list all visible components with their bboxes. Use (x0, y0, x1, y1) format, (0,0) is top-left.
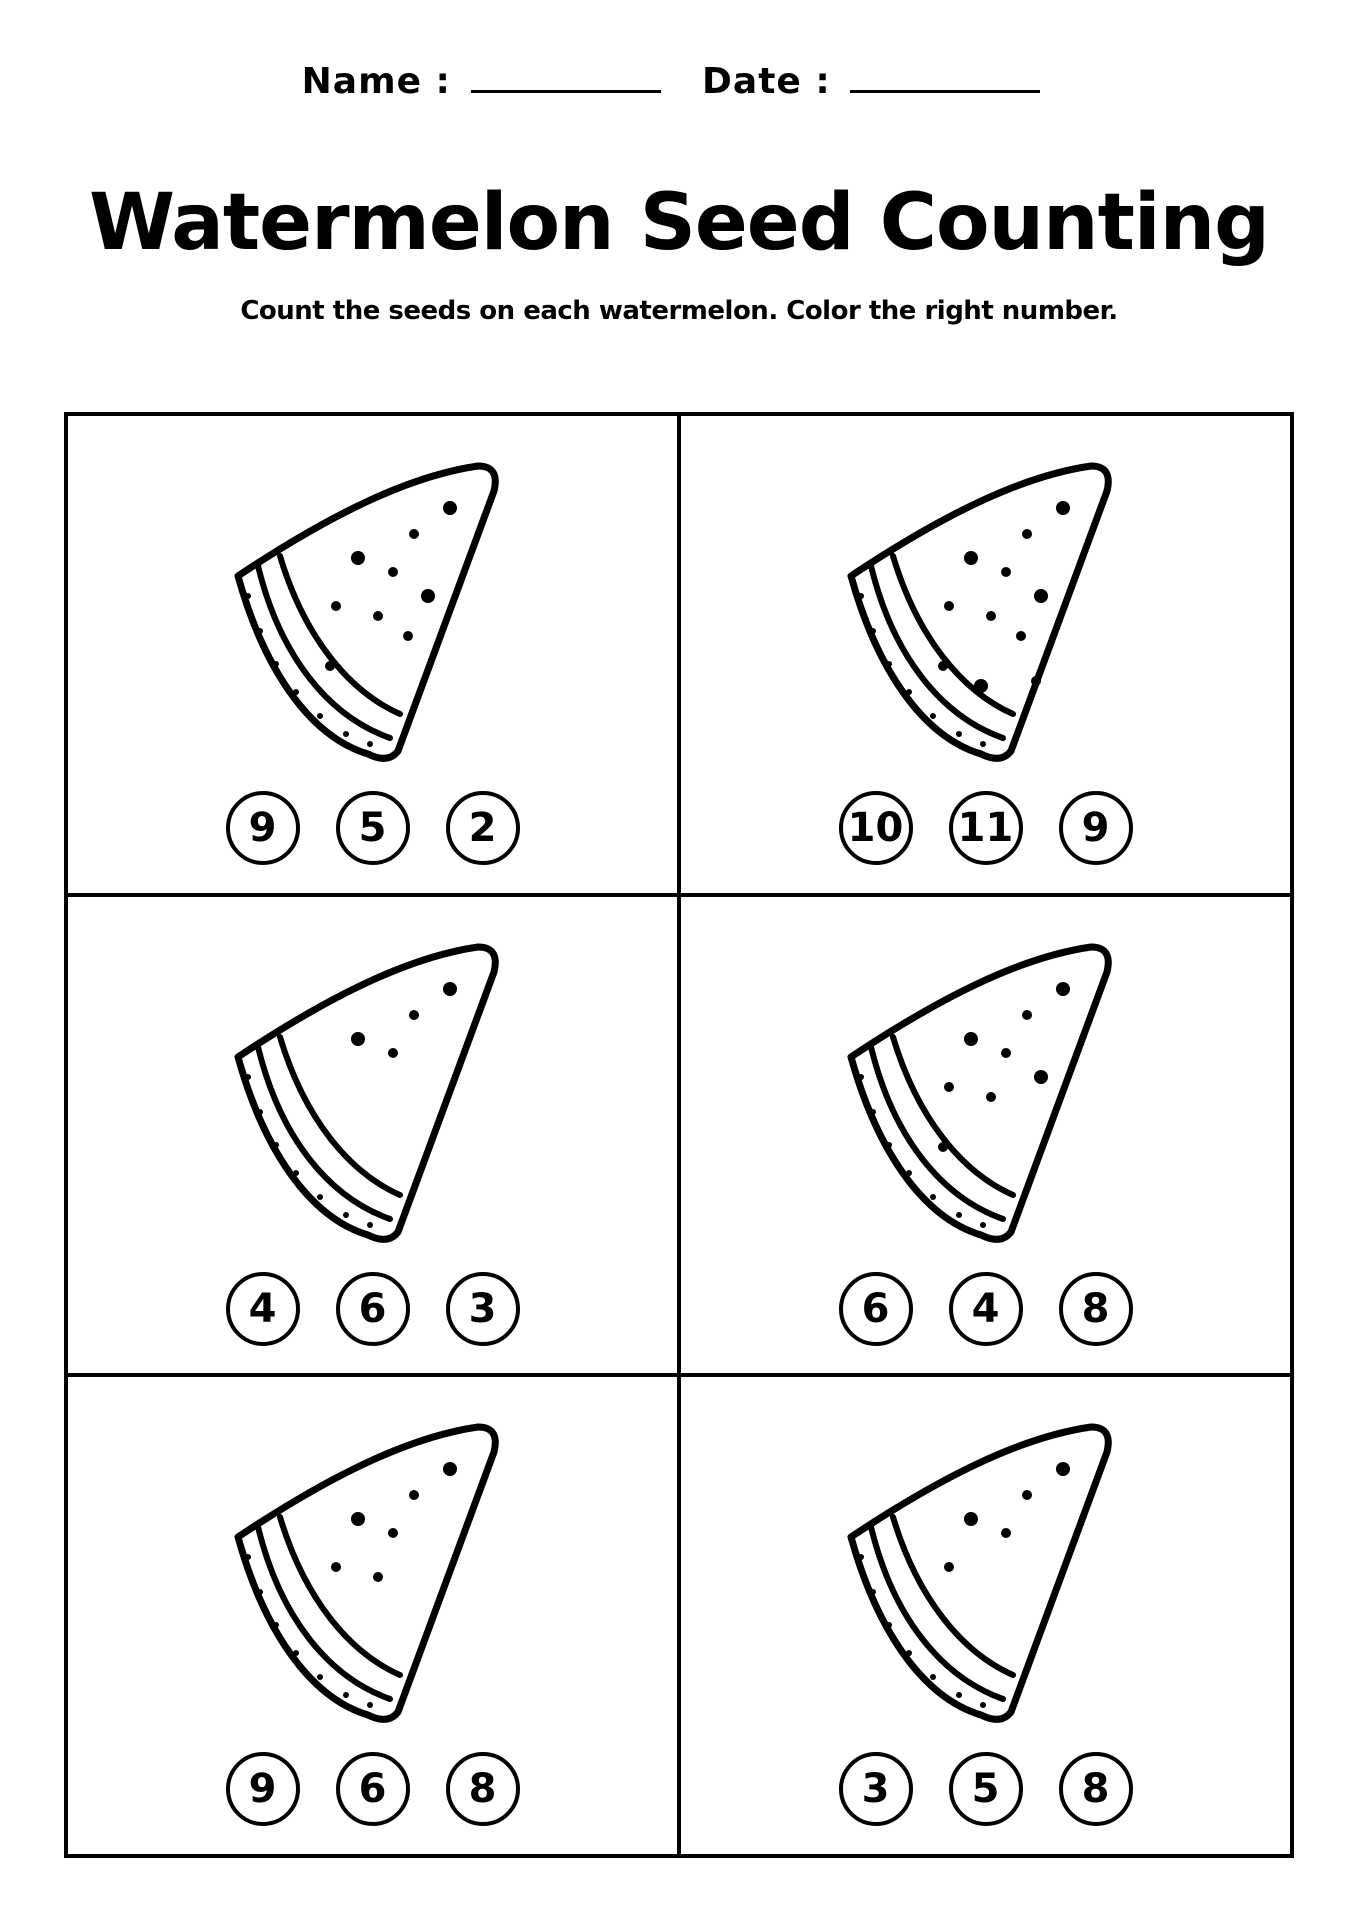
seed-dot (938, 1142, 948, 1152)
choice-circle[interactable]: 9 (1059, 791, 1133, 865)
seed-dot (1034, 1070, 1048, 1084)
instructions: Count the seeds on each watermelon. Color the right number. (240, 296, 1118, 326)
seed-dot (1001, 567, 1011, 577)
seed-dot (1022, 1010, 1032, 1020)
seed-dot (443, 1462, 457, 1476)
seed-dot (331, 601, 341, 611)
seed-dot (974, 679, 988, 693)
choice-circle[interactable]: 9 (226, 791, 300, 865)
seed-dot (1022, 529, 1032, 539)
seed-dot (351, 1512, 365, 1526)
choice-circle[interactable]: 5 (949, 1752, 1023, 1826)
seed-dot (373, 1572, 383, 1582)
seed-dot (409, 529, 419, 539)
watermelon-slice-icon (218, 446, 518, 776)
seed-dot (964, 551, 978, 565)
seed-dot (1031, 676, 1041, 686)
seed-dot (1056, 982, 1070, 996)
date-label: Date : (702, 61, 831, 102)
watermelon-slice-icon (831, 927, 1131, 1257)
seed-dot (1001, 1048, 1011, 1058)
name-label: Name : (301, 61, 451, 102)
choice-row (68, 791, 677, 865)
seed-dot (1056, 1462, 1070, 1476)
seed-dot (1056, 501, 1070, 515)
card-3 (68, 895, 679, 1374)
choice-circle[interactable]: 4 (226, 1272, 300, 1346)
seed-dot (944, 601, 954, 611)
seed-dot (986, 611, 996, 621)
seed-dot (1022, 1490, 1032, 1500)
card-6 (679, 1375, 1290, 1854)
seed-dot (409, 1010, 419, 1020)
choice-row (681, 1272, 1290, 1346)
seed-dot (944, 1082, 954, 1092)
name-field[interactable] (471, 60, 661, 93)
watermelon-slice-icon (831, 1407, 1131, 1737)
seed-dot (421, 589, 435, 603)
seed-dot (1001, 1528, 1011, 1538)
choice-row (681, 1752, 1290, 1826)
seed-dot (443, 982, 457, 996)
card-1 (68, 416, 679, 895)
choice-circle[interactable]: 6 (336, 1272, 410, 1346)
seed-dot (351, 1032, 365, 1046)
seed-dot (944, 1562, 954, 1572)
watermelon-slice-icon (218, 927, 518, 1257)
choice-circle[interactable]: 5 (336, 791, 410, 865)
seed-dot (938, 661, 948, 671)
card-4 (679, 895, 1290, 1374)
seed-dot (443, 501, 457, 515)
page-title: Watermelon Seed Counting (89, 178, 1269, 268)
seed-dot (403, 631, 413, 641)
seed-dot (388, 567, 398, 577)
choice-circle[interactable]: 11 (949, 791, 1023, 865)
card-2 (679, 416, 1290, 895)
choice-circle[interactable]: 2 (446, 791, 520, 865)
watermelon-slice-icon (831, 446, 1131, 776)
choice-circle[interactable]: 4 (949, 1272, 1023, 1346)
seed-dot (331, 1562, 341, 1572)
card-5 (68, 1375, 679, 1854)
name-date-line (0, 60, 1358, 102)
seed-dot (1034, 589, 1048, 603)
seed-dot (409, 1490, 419, 1500)
choice-circle[interactable]: 8 (1059, 1752, 1133, 1826)
choice-circle[interactable]: 3 (446, 1272, 520, 1346)
date-field[interactable] (850, 60, 1040, 93)
worksheet-grid (64, 412, 1294, 1858)
choice-circle[interactable]: 3 (839, 1752, 913, 1826)
choice-circle[interactable]: 8 (1059, 1272, 1133, 1346)
choice-row (681, 791, 1290, 865)
seed-dot (388, 1528, 398, 1538)
seed-dot (351, 551, 365, 565)
seed-dot (373, 611, 383, 621)
choice-row (68, 1272, 677, 1346)
choice-circle[interactable]: 8 (446, 1752, 520, 1826)
seed-dot (986, 1092, 996, 1102)
choice-circle[interactable]: 9 (226, 1752, 300, 1826)
watermelon-slice-icon (218, 1407, 518, 1737)
seed-dot (325, 661, 335, 671)
choice-circle[interactable]: 6 (839, 1272, 913, 1346)
seed-dot (388, 1048, 398, 1058)
seed-dot (1016, 631, 1026, 641)
choice-circle[interactable]: 6 (336, 1752, 410, 1826)
seed-dot (964, 1512, 978, 1526)
seed-dot (964, 1032, 978, 1046)
choice-circle[interactable]: 10 (839, 791, 913, 865)
choice-row (68, 1752, 677, 1826)
